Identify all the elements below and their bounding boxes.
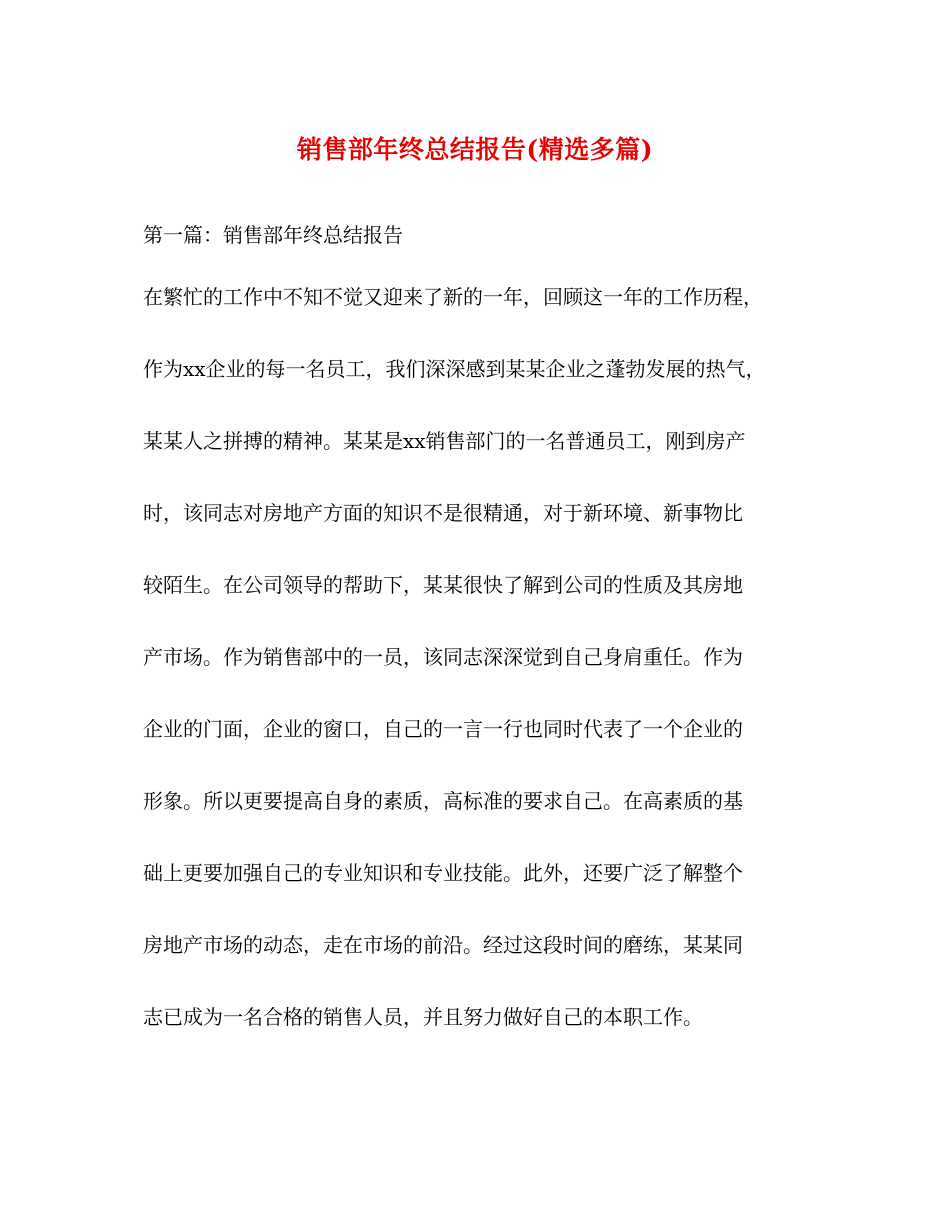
paragraph-line: 产市场。作为销售部中的一员，该同志深深觉到自己身肩重任。作为	[143, 645, 743, 669]
document-title: 销售部年终总结报告(精选多篇)	[296, 135, 654, 164]
paragraph-line: 形象。所以更要提高自身的素质，高标准的要求自己。在高素质的基	[143, 789, 743, 813]
section-heading: 第一篇：销售部年终总结报告	[143, 223, 403, 247]
paragraph-line: 时，该同志对房地产方面的知识不是很精通，对于新环境、新事物比	[143, 501, 743, 525]
paragraph-line: 作为xx企业的每一名员工，我们深深感到某某企业之蓬勃发展的热气，	[143, 357, 766, 381]
paragraph-line: 某某人之拼搏的精神。某某是xx销售部门的一名普通员工，刚到房产	[143, 429, 746, 453]
paragraph-line: 在繁忙的工作中不知不觉又迎来了新的一年，回顾这一年的工作历程，	[143, 285, 763, 309]
paragraph-line: 础上更要加强自己的专业知识和专业技能。此外，还要广泛了解整个	[143, 861, 743, 885]
paragraph-line: 较陌生。在公司领导的帮助下，某某很快了解到公司的性质及其房地	[143, 573, 743, 597]
paragraph-line: 房地产市场的动态，走在市场的前沿。经过这段时间的磨练，某某同	[143, 933, 743, 957]
paragraph-line: 企业的门面，企业的窗口，自己的一言一行也同时代表了一个企业的	[143, 717, 743, 741]
paragraph-line: 志已成为一名合格的销售人员，并且努力做好自己的本职工作。	[143, 1005, 703, 1029]
